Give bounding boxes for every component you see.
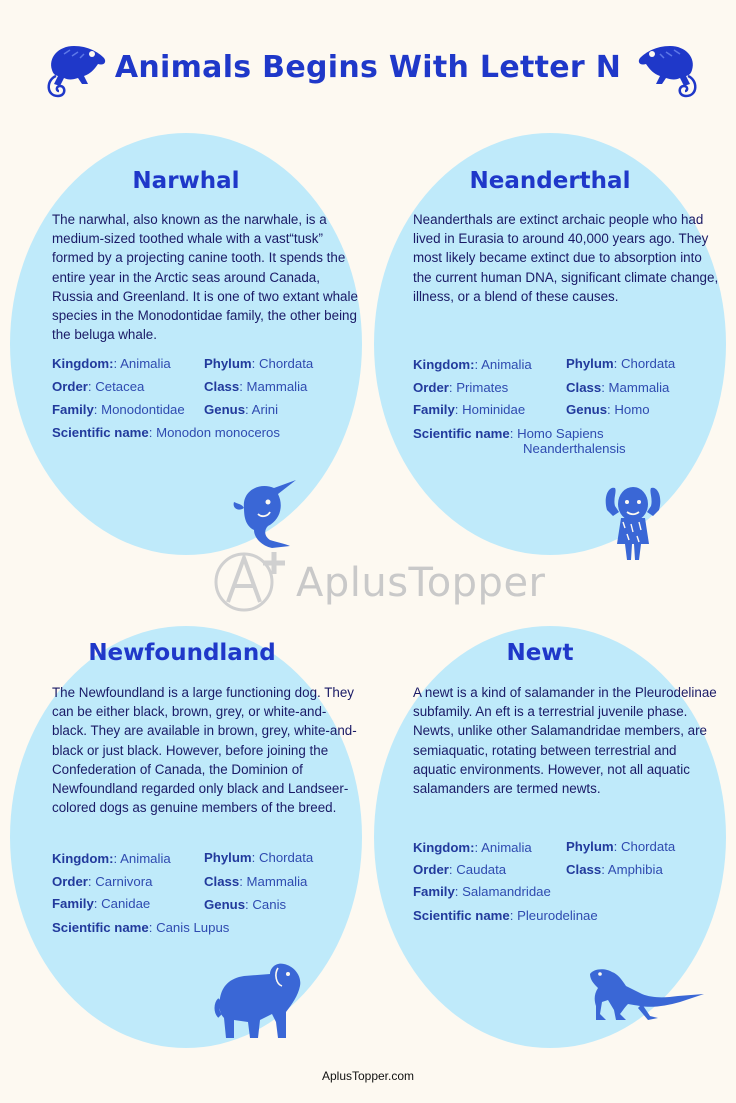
neanderthal-icon [603, 482, 663, 562]
fact-genus: Genus: Canis [204, 897, 287, 912]
fact-order: Order: Primates [413, 380, 509, 395]
chameleon-icon [634, 40, 700, 102]
fact-kingdom: Kingdom:: Animalia [52, 851, 171, 866]
fact-scientific-name: Scientific name: Canis Lupus [52, 920, 230, 935]
fact-phylum: Phylum: Chordata [566, 839, 676, 854]
card-description: A newt is a kind of salamander in the Pleurodelinae subfamily. An eft is a terrestrial juvenile phase. Newts, unlike other Salamandridae members, are semiaquatic, rotating between terrestrial and aquatic environments. However, not all aquatic salamanders are termed newts. [413, 685, 717, 797]
fact-class: Class: Amphibia [566, 862, 663, 877]
fact-phylum: Phylum: Chordata [204, 356, 314, 371]
fact-order: Order: Carnivora [52, 874, 153, 889]
card-title: Neanderthal [469, 168, 631, 194]
card-title: Newt [506, 640, 574, 666]
newt-icon [586, 964, 706, 1024]
card-description: The Newfoundland is a large functioning dog. They can be either black, brown, grey, or white-and-black. They are available in brown, grey, white-and-black or just black. However, before joining the Confederation of Canada, the Dominion of Newfoundland regarded only black and Landseer-colored dogs as genuine members of the breed. [52, 685, 357, 816]
fact-kingdom: Kingdom:: Animalia [413, 357, 532, 372]
fact-family: Family: Monodontidae [52, 402, 185, 417]
card-title: Narwhal [132, 168, 240, 194]
fact-phylum: Phylum: Chordata [204, 850, 314, 865]
fact-class: Class: Mammalia [566, 380, 670, 395]
card-description: The narwhal, also known as the narwhale, is a medium-sized toothed whale with a vast“tusk” formed by a projecting canine tooth. It spends the entire year in the Arctic seas around Canada, Russia and Greenland. It is one of two extant whale species in the Monodontidae family, the other being the beluga whale. [52, 212, 358, 343]
fact-scientific-name: Scientific name: Monodon monoceros [52, 425, 280, 440]
fact-genus: Genus: Arini [204, 402, 279, 417]
neanderthal-card [374, 133, 726, 555]
fact-order: Order: Caudata [413, 862, 507, 877]
dog-icon [214, 960, 304, 1040]
fact-kingdom: Kingdom:: Animalia [52, 356, 171, 371]
card-description: Neanderthals are extinct archaic people who had lived in Eurasia to around 40,000 years ago. They most likely became extinct due to absorption into the current human DNA, significant climate change, illness, or a blend of these causes. [413, 212, 719, 304]
fact-scientific-name-cont: Neanderthalensis [523, 441, 626, 456]
fact-class: Class: Mammalia [204, 379, 308, 394]
fact-family: Family: Hominidae [413, 402, 526, 417]
fact-class: Class: Mammalia [204, 874, 308, 889]
fact-family: Family: Canidae [52, 896, 151, 911]
fact-order: Order: Cetacea [52, 379, 145, 394]
fact-kingdom: Kingdom:: Animalia [413, 840, 532, 855]
fact-phylum: Phylum: Chordata [566, 356, 676, 371]
fact-scientific-name: Scientific name: Homo Sapiens [413, 426, 604, 441]
narwhal-icon [228, 478, 298, 550]
card-title: Newfoundland [88, 640, 276, 666]
fact-scientific-name: Scientific name: Pleurodelinae [413, 908, 598, 923]
fact-genus: Genus: Homo [566, 402, 650, 417]
footer-site-url: AplusTopper.com [321, 1069, 415, 1083]
page-title: Animals Begins With Letter N [114, 50, 622, 85]
fact-family: Family: Salamandridae [413, 884, 551, 899]
watermark-text: AplusTopper [296, 560, 546, 606]
